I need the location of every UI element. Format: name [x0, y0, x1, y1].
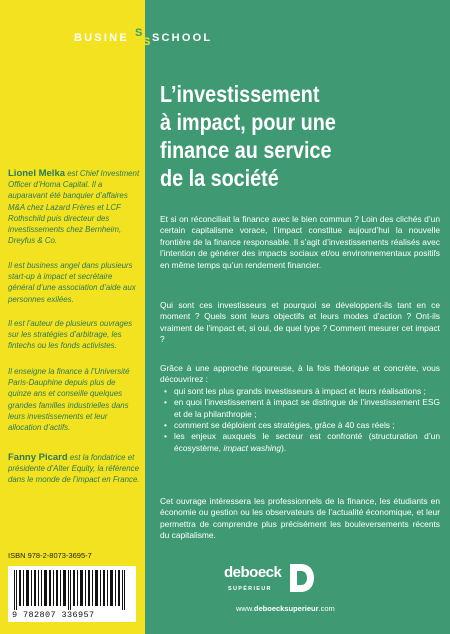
list-item: • qui sont les plus grands investisseurs à impact et leurs réalisations ;	[160, 386, 440, 397]
bio-paragraph: Il est business angel dans plusieurs start-up à impact et secrétaire général d’une association d’aide aux personnes exilées.	[8, 261, 136, 304]
title-line: de la société	[160, 165, 279, 191]
left-yellow-panel	[0, 0, 145, 634]
author-name: Fanny Picard	[8, 452, 68, 463]
barcode-bars	[14, 570, 130, 610]
bio-lionel-melka: Lionel Melka est Chief Investment Officer d’Homa Capital. Il a auparavant été banquier d’affaires M&A chez Lazard Frères et LCF Rothschild puis directeur des investissements chez Bernheim, Dreyfus & Co.	[8, 168, 140, 246]
barcode-digits: 9 782807 336957	[12, 610, 95, 620]
bio-fanny-picard: Fanny Picard est la fondatrice et présidente d’Alter Equity, la référence dans le monde de l’impact en France.	[8, 452, 140, 485]
list-item: • comment se déploient ces stratégies, grâce à 40 cas réels ;	[160, 420, 440, 431]
list-item: • les enjeux auxquels le secteur est confronté (structuration d’un écosystème, impact washing).	[160, 431, 440, 454]
publisher-name: deboeck	[224, 564, 282, 581]
questions-paragraph: Qui sont ces investisseurs et pourquoi se développent-ils tant en ce moment ? Quels sont leurs objectifs et leurs modes d’action ? Ont-ils vraiment de l’impact et, si oui, de quel type ? Comment mesurer cet impact ?	[160, 300, 440, 345]
discover-paragraph: Grâce à une approche rigoureuse, à la fois théorique et concrète, vous découvrirez : • qui sont les plus grands investisseurs à impact et leurs réalisations ; • en quoi l’investissement à impact se distingue de l’investissement ESG et de la philanthropie ; • comment se déploient ces stratégies, grâce à 40 cas réels ; • les enjeux auxquels le secteur est confronté (structuration d’un écosystème, impact washing).	[160, 363, 440, 454]
deboeck-logo	[224, 562, 320, 602]
list-item: • en quoi l’investissement à impact se distingue de l’investissement ESG et de la philanthropie ;	[160, 397, 440, 420]
bio-paragraph: Il est l’auteur de plusieurs ouvrages sur les stratégies d’arbitrage, les fintechs ou les fonds activistes.	[8, 319, 133, 351]
deboeck-d-icon	[288, 562, 316, 594]
bio-paragraph: Il enseigne la finance à l’Université Paris-Dauphine depuis plus de quinze ans et conseille quelques grandes familles industrielles dans leurs investissements et leur allocation d’actifs.	[8, 367, 130, 433]
publisher-sub: SUPÉRIEUR	[228, 586, 272, 592]
title-line: L’investissement	[160, 81, 320, 107]
barcode	[8, 566, 136, 622]
book-title	[160, 80, 440, 192]
author-name: Lionel Melka	[8, 168, 66, 179]
discover-list	[160, 386, 440, 454]
title-line: finance au service	[160, 137, 332, 163]
title-line: à impact, pour une	[160, 109, 336, 135]
publisher-url[interactable]: www.deboecksuperieur.com	[236, 604, 335, 613]
isbn-text: ISBN 978-2-8073-3695-7	[8, 551, 92, 560]
audience-paragraph: Cet ouvrage intéressera les professionnels de la finance, les étudiants en économie ou gestion ou les observateurs de l’actualité économique, et leur permettra de comprendre plus précisément les bouleversements récents du capitalisme.	[160, 496, 440, 541]
intro-paragraph: Et si on réconciliait la finance avec le bien commun ? Loin des clichés d’un certain capitalisme vorace, l’impact constitue aujourd’hui la nouvelle frontière de la finance responsable. Il s’agit d’investissements réalisés avec l’intention de générer des impacts sociaux et/ou environnementaux positifs en même temps qu’un rendement financier.	[160, 214, 440, 270]
